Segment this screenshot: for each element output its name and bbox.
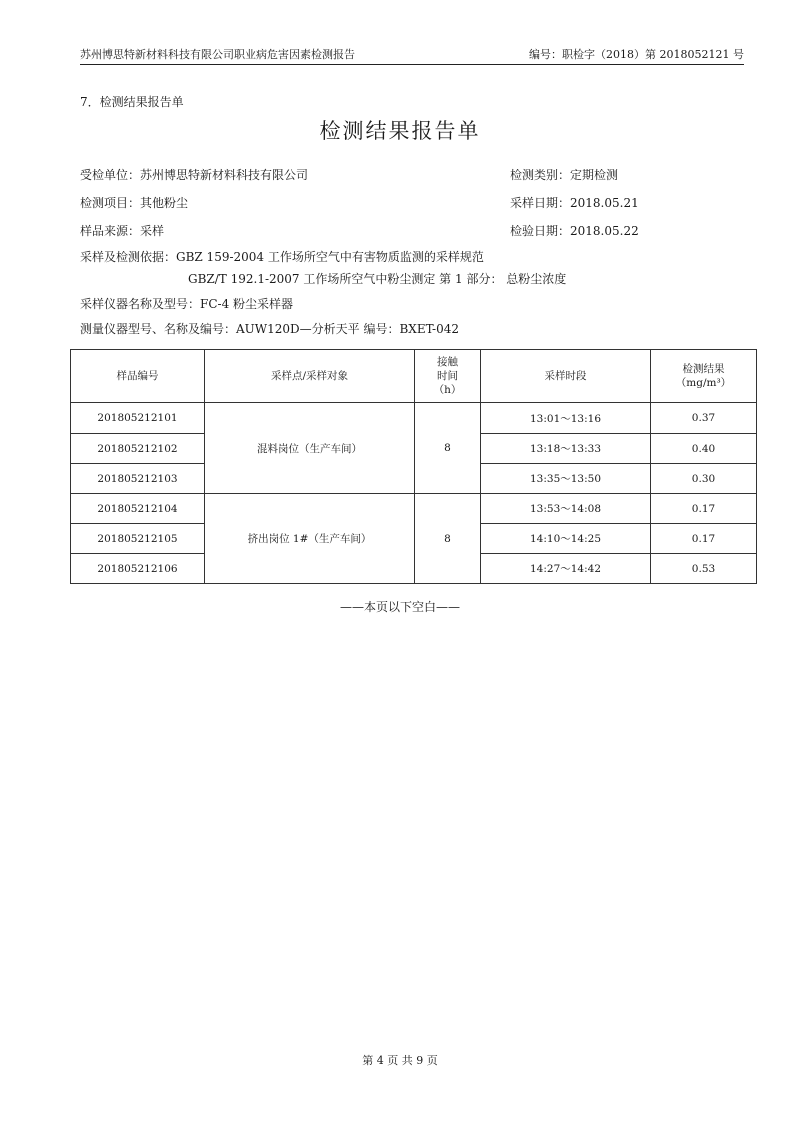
client-info: 受检单位：苏州博思特新材料科技有限公司 (80, 168, 309, 182)
balance-info: 测量仪器型号、名称及编号：AUW120D—分析天平 编号：BXET-042 (80, 322, 459, 336)
result-cell: 0.40 (651, 434, 757, 464)
section-label: 7．检测结果报告单 (80, 95, 184, 109)
result-cell: 0.37 (651, 403, 757, 434)
results-table (70, 349, 757, 584)
sampling-date-info: 采样日期：2018.05.21 (510, 196, 639, 210)
header-exposure-line-1: 接触 (437, 356, 458, 368)
header-result-line-1: 检测结果 (682, 363, 725, 375)
header-company-report: 苏州博思特新材料科技有限公司职业病危害因素检测报告 (80, 48, 355, 61)
period-cell: 13:18～13:33 (481, 434, 651, 464)
period-cell: 14:27～14:42 (481, 554, 651, 584)
location-cell: 混料岗位（生产车间） (205, 403, 415, 494)
sample-no-cell: 201805212102 (71, 434, 205, 464)
header-result (651, 350, 757, 403)
test-item-info: 检测项目：其他粉尘 (80, 196, 189, 210)
result-cell: 0.30 (651, 464, 757, 494)
header-sample-no: 样品编号 (71, 350, 205, 403)
test-type-info: 检测类别：定期检测 (510, 168, 619, 182)
sample-no-cell: 201805212104 (71, 494, 205, 524)
sample-no-cell: 201805212103 (71, 464, 205, 494)
exposure-hours-cell: 8 (415, 403, 481, 494)
exposure-hours-cell: 8 (415, 494, 481, 584)
basis-line-2: GBZ/T 192.1-2007 工作场所空气中粉尘测定 第 1 部分： 总粉尘浓度 (188, 272, 567, 286)
header-exposure-time (415, 350, 481, 403)
location-cell: 挤出岗位 1#（生产车间） (205, 494, 415, 584)
header-period: 采样时段 (481, 350, 651, 403)
header-exposure-line-2: 时间 (437, 370, 458, 382)
page-header (80, 40, 744, 65)
period-cell: 13:01～13:16 (481, 403, 651, 434)
test-date-info: 检验日期：2018.05.22 (510, 224, 639, 238)
header-exposure-line-3: （h） (433, 384, 462, 396)
sample-no-cell: 201805212105 (71, 524, 205, 554)
document-title: 检测结果报告单 (319, 119, 481, 143)
result-cell: 0.17 (651, 494, 757, 524)
period-cell: 14:10～14:25 (481, 524, 651, 554)
period-cell: 13:35～13:50 (481, 464, 651, 494)
header-result-line-2: （mg/m³） (675, 377, 732, 389)
header-location: 采样点/采样对象 (205, 350, 415, 403)
table-row (71, 403, 757, 434)
result-cell: 0.53 (651, 554, 757, 584)
sample-no-cell: 201805212106 (71, 554, 205, 584)
table-row (71, 494, 757, 524)
table-header-row (71, 350, 757, 403)
blank-below-note: ——本页以下空白—— (339, 600, 460, 614)
period-cell: 13:53～14:08 (481, 494, 651, 524)
result-cell: 0.17 (651, 524, 757, 554)
page-number: 第 4 页 共 9 页 (362, 1054, 438, 1067)
basis-line-1: 采样及检测依据：GBZ 159-2004 工作场所空气中有害物质监测的采样规范 (80, 250, 484, 264)
header-report-number: 编号：职检字（2018）第 2018052121 号 (529, 48, 744, 61)
sample-source-info: 样品来源：采样 (80, 224, 165, 238)
sampler-info: 采样仪器名称及型号：FC-4 粉尘采样器 (80, 297, 294, 311)
sample-no-cell: 201805212101 (71, 403, 205, 434)
